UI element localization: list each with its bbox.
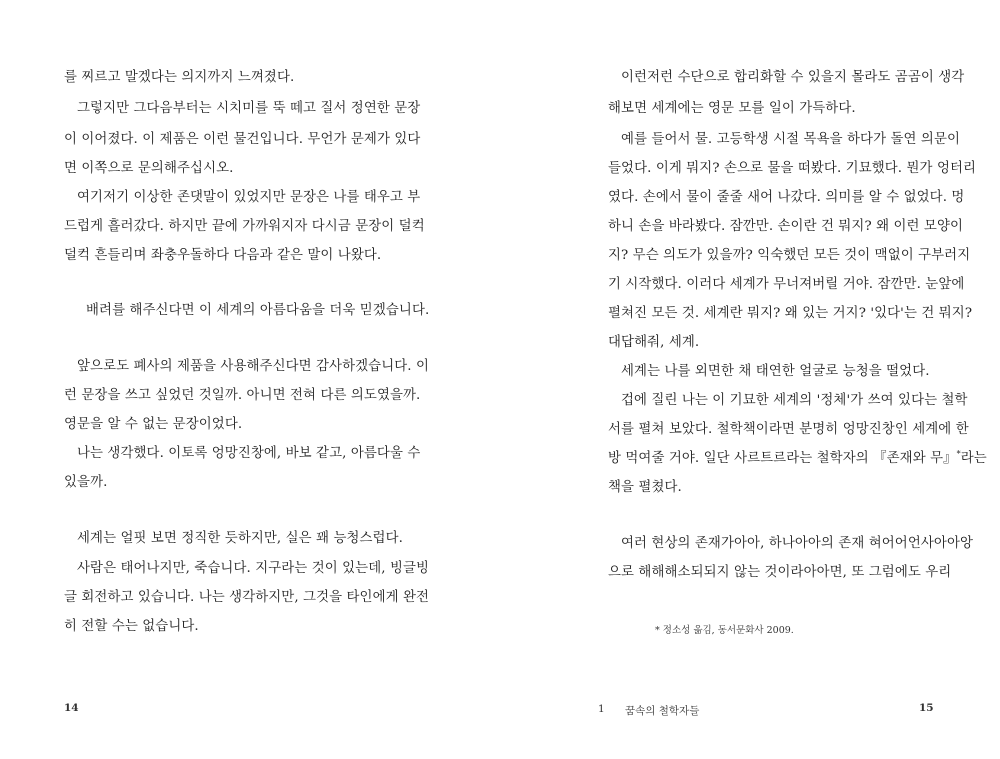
body-line: 서를 펼쳐 보았다. 철학책이라면 분명히 엉망진창인 세계에 한	[608, 422, 969, 437]
right-page	[500, 0, 1000, 759]
body-line: 그렇지만 그다음부터는 시치미를 뚝 떼고 질서 정연한 문장	[77, 101, 421, 116]
body-line: 글 회전하고 있습니다. 나는 생각하지만, 그것을 타인에게 완전	[64, 590, 430, 605]
body-line: 기 시작했다. 이러다 세계가 무너져버릴 거야. 잠깐만. 눈앞에	[608, 277, 965, 292]
body-line	[608, 447, 987, 466]
body-line: 드럽게 흘러갔다. 하지만 끝에 가까워지자 다시금 문장이 덜컥	[64, 219, 425, 234]
body-line: 앞으로도 폐사의 제품을 사용해주신다면 감사하겠습니다. 이	[77, 359, 430, 374]
body-line: 였다. 손에서 물이 줄줄 새어 나갔다. 의미를 알 수 없었다. 멍	[608, 190, 965, 205]
body-line: 덜컥 흔들리며 좌충우돌하다 다음과 같은 말이 나왔다.	[64, 248, 382, 263]
body-line: 면 이쪽으로 문의해주십시오.	[64, 161, 234, 176]
quoted-line: 으로 해해해소되되지 않는 것이라아아면, 또 그럼에도 우리	[608, 565, 952, 580]
body-line: 해보면 세계에는 영문 모를 일이 가득하다.	[608, 101, 856, 116]
body-line: 있을까.	[64, 475, 108, 490]
body-line: 히 전할 수는 없습니다.	[64, 619, 199, 634]
body-line: 를 찌르고 말겠다는 의지까지 느껴졌다.	[64, 70, 295, 85]
quoted-line: 여러 현상의 존재가아아, 하나아아의 존재 혀어어언사아아앙	[621, 536, 974, 551]
body-line: 세계는 얼핏 보면 정직한 듯하지만, 실은 꽤 능청스럽다.	[77, 531, 403, 546]
footnote-marker: *	[956, 449, 961, 459]
body-line: 영문을 알 수 없는 문장이었다.	[64, 417, 243, 432]
body-line: 나는 생각했다. 이토록 엉망진창에, 바보 같고, 아름다울 수	[77, 446, 421, 461]
body-line: 지? 무슨 의도가 있을까? 익숙했던 모든 것이 맥없이 구부러지	[608, 248, 971, 263]
body-line: 예를 들어서 물. 고등학생 시절 목욕을 하다가 돌연 의문이	[621, 132, 961, 147]
quoted-line: 배려를 해주신다면 이 세계의 아름다움을 더욱 믿겠습니다.	[86, 303, 430, 318]
body-line: 런 문장을 쓰고 싶었던 것일까. 아니면 전혀 다른 의도였을까.	[64, 388, 421, 403]
running-head-number: 1	[598, 703, 605, 715]
page-number: 14	[64, 702, 79, 714]
body-line: 이 이어졌다. 이 제품은 이런 물건입니다. 무언가 문제가 있다	[64, 132, 421, 147]
body-line: 사람은 태어나지만, 죽습니다. 지구라는 것이 있는데, 빙글빙	[77, 561, 430, 576]
body-line: 책을 펼쳤다.	[608, 480, 682, 495]
body-line: 겁에 질린 나는 이 기묘한 세계의 '정체'가 쓰여 있다는 철학	[621, 393, 968, 408]
page-number: 15	[919, 702, 934, 714]
body-line: 들었다. 이게 뭐지? 손으로 물을 떠봤다. 기묘했다. 뭔가 엉터리	[608, 161, 977, 176]
body-line: 하니 손을 바라봤다. 잠깐만. 손이란 건 뭐지? 왜 이런 모양이	[608, 219, 964, 234]
body-line: 이런저런 수단으로 합리화할 수 있을지 몰라도 곰곰이 생각	[621, 70, 965, 85]
body-line: 펼쳐진 모든 것. 세계란 뭐지? 왜 있는 거지? '있다'는 건 뭐지?	[608, 306, 973, 321]
running-head-title: 꿈속의 철학자들	[625, 705, 700, 717]
body-line-text: 라는	[960, 451, 987, 466]
body-line: 세계는 나를 외면한 채 태연한 얼굴로 능청을 떨었다.	[621, 364, 930, 379]
body-line: 대답해줘, 세계.	[608, 335, 700, 350]
body-line: 여기저기 이상한 존댓말이 있었지만 문장은 나를 태우고 부	[77, 190, 421, 205]
footnote: * 정소성 옮김, 동서문화사 2009.	[655, 625, 794, 636]
body-line-text: 방 먹여줄 거야. 일단 사르트르라는 철학자의 『존재와 무』	[608, 451, 957, 466]
